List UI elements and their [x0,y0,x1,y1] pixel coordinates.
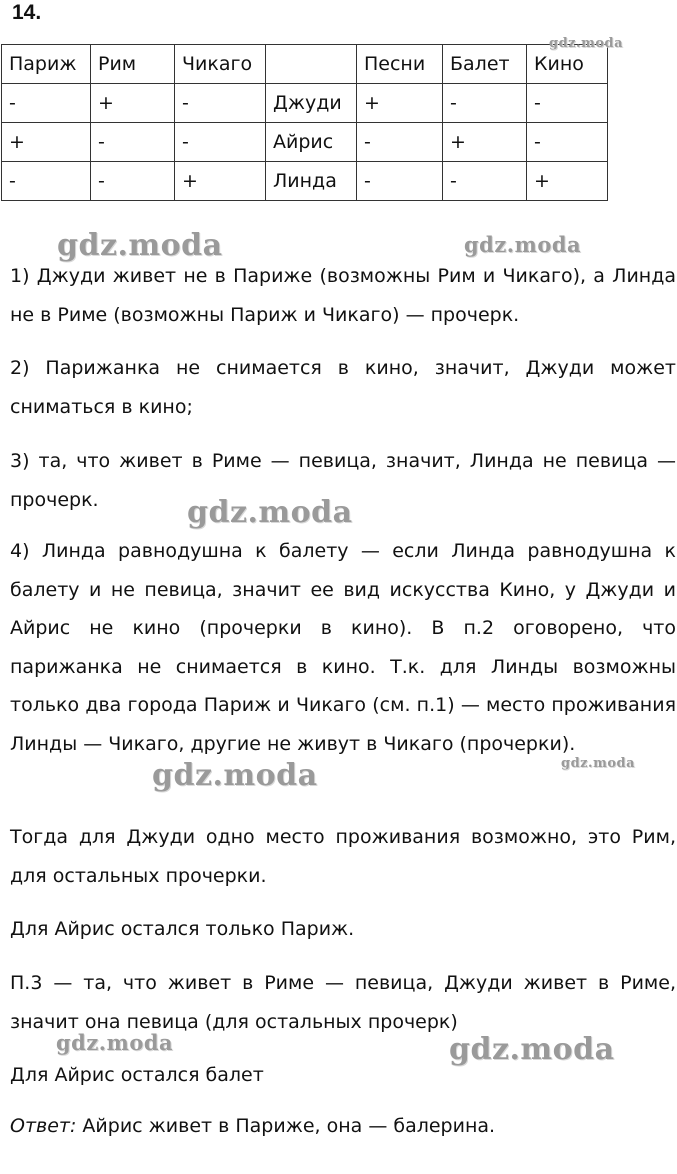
watermark: gdz.moda [57,228,223,263]
paragraph-conclusion-singer: П.3 — та, что живет в Риме — певица, Джуди живет в Риме, значит она певица (для остальных прочерк) [10,972,676,1033]
table-cell: Айрис [266,123,357,162]
table-row [2,162,608,201]
watermark: gdz.moda [56,1030,174,1055]
table-cell: + [357,84,443,123]
paragraph-step-3: 3) та, что живет в Риме — певица, значит, Линда не певица — прочерк. [10,450,676,511]
table-row [2,84,608,123]
watermark: gdz.moda [561,756,636,771]
table-header-cell: Париж [2,45,91,84]
table-cell: + [443,123,527,162]
table-cell: + [175,162,266,201]
table-header-cell: Балет [443,45,527,84]
task-number: 14. [12,1,42,24]
table-cell: + [91,84,175,123]
table-cell: + [2,123,91,162]
table-header-cell: Чикаго [175,45,266,84]
paragraph-step-2: 2) Парижанка не снимается в кино, значит, Джуди может сниматься в кино; [10,357,676,418]
watermark: gdz.moda [152,758,318,793]
table-header-cell: Песни [357,45,443,84]
answer-text: Айрис живет в Париже, она — балерина. [76,1115,496,1137]
answer-label: Ответ: [10,1115,77,1137]
paragraph-step-1: 1) Джуди живет не в Париже (возможны Рим и Чикаго), а Линда не в Риме (возможны Париж и Чикаго) — прочерк. [10,265,676,326]
table-cell: - [2,84,91,123]
table-cell: - [527,123,608,162]
table-cell: - [2,162,91,201]
watermark: gdz.moda [449,1032,615,1067]
paragraph-step-4: 4) Линда равнодушна к балету — если Линда равнодушна к балету и не певица, значит ее вид искусства Кино, у Джуди и Айрис не кино (прочерки в кино). В п.2 оговорено, что парижанка не снимается в кино. Т.к. для Линды возможны только два города Париж и Чикаго (см. п.1) — место проживания Линды — Чикаго, другие не живут в Чикаго (прочерки). [10,540,676,755]
table-header-cell: Кино [527,45,608,84]
table-header-row [2,45,608,84]
table-cell: - [357,123,443,162]
table-cell: - [443,84,527,123]
watermark: gdz.moda [187,495,353,530]
paragraph-conclusion-paris: Для Айрис остался только Париж. [10,918,355,940]
table-header-cell: Рим [91,45,175,84]
table-cell: - [91,123,175,162]
answer-line [10,1107,676,1146]
table-cell: - [175,123,266,162]
table-cell: - [175,84,266,123]
table-cell: + [527,162,608,201]
table-cell: Линда [266,162,357,201]
logic-table [1,44,608,201]
table-row [2,123,608,162]
table-cell: Джуди [266,84,357,123]
table-header-cell [266,45,357,84]
paragraph-conclusion-rome: Тогда для Джуди одно место проживания возможно, это Рим, для остальных прочерки. [10,826,676,887]
paragraph-conclusion-ballet: Для Айрис остался балет [10,1064,264,1086]
table-cell: - [443,162,527,201]
watermark: gdz.moda [549,36,624,51]
watermark: gdz.moda [464,232,582,257]
table-cell: - [527,84,608,123]
table-cell: - [357,162,443,201]
table-cell: - [91,162,175,201]
